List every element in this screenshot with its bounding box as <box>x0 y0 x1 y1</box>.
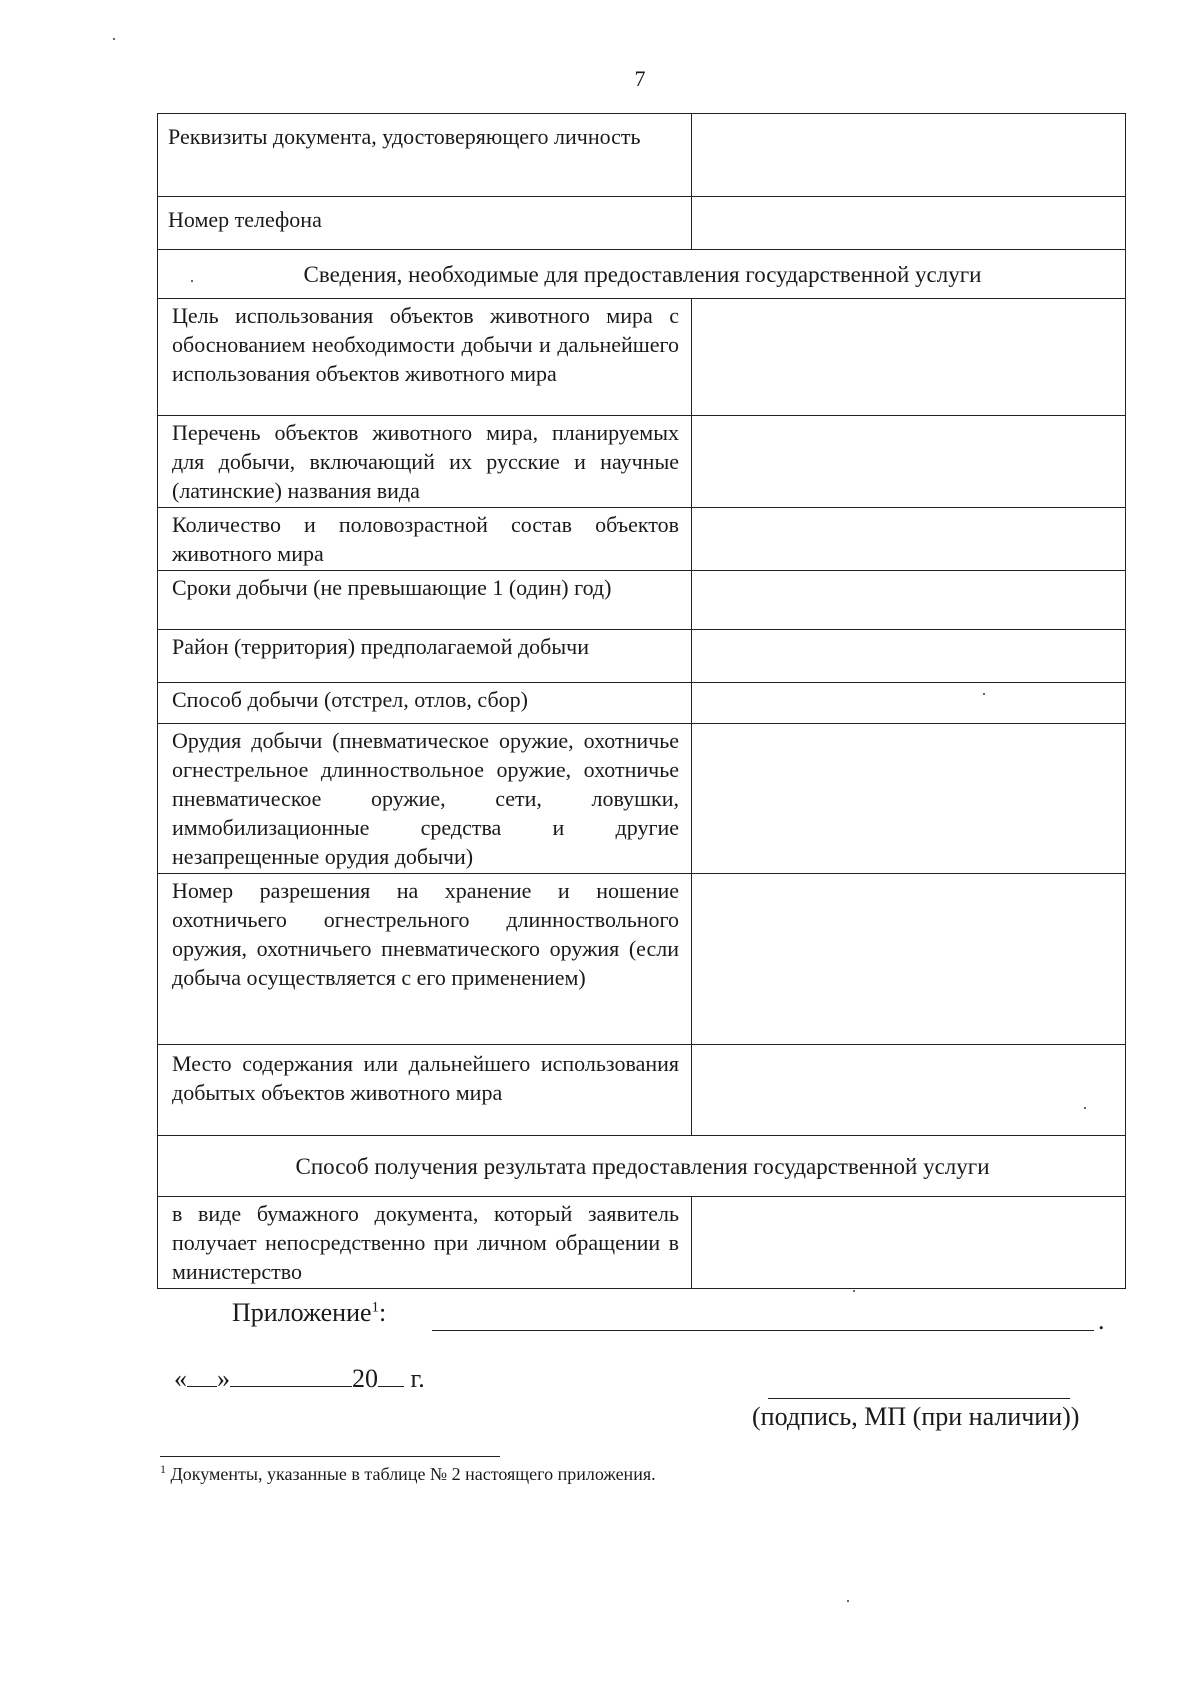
table-row <box>158 114 1126 197</box>
weapon-permit-label: Номер разрешения на хранение и ношение охотничьего огнестрельного длинноствольного оружия, охотничьего пневматического оружия (если добыча осуществляется с его применением) <box>158 874 692 1045</box>
footnote-mark: 1 <box>160 1462 166 1476</box>
scan-speck <box>1084 1107 1086 1109</box>
purpose-value[interactable] <box>692 299 1126 416</box>
keeping-place-value[interactable] <box>692 1045 1126 1136</box>
date-open-quote: « <box>174 1364 187 1393</box>
date-year-blank[interactable] <box>378 1364 404 1387</box>
id-document-label: Реквизиты документа, удостоверяющего личность <box>158 114 692 197</box>
attachment-footnote-mark: 1 <box>371 1299 380 1316</box>
paper-document-value[interactable] <box>692 1197 1126 1289</box>
section-required-info-heading: Сведения, необходимые для предоставления государственной услуги <box>158 250 1126 299</box>
weapon-permit-value[interactable] <box>692 874 1126 1045</box>
date-line <box>174 1364 425 1394</box>
phone-value[interactable] <box>692 197 1126 250</box>
table-row <box>158 874 1126 1045</box>
date-close-quote: » <box>217 1364 230 1393</box>
scan-speck <box>191 280 193 282</box>
attachment-colon: : <box>379 1298 387 1327</box>
page-number: 7 <box>634 66 646 91</box>
method-label: Способ добычи (отстрел, отлов, сбор) <box>158 683 692 724</box>
paper-document-label: в виде бумажного документа, который заявитель получает непосредственно при личном обращении в министерство <box>158 1197 692 1289</box>
purpose-label: Цель использования объектов животного мира с обоснованием необходимости добычи и дальнейшего использования объектов животного мира <box>158 299 692 416</box>
area-value[interactable] <box>692 630 1126 683</box>
table-row <box>158 724 1126 874</box>
quantity-label: Количество и половозрастной состав объектов животного мира <box>158 508 692 571</box>
species-list-label: Перечень объектов животного мира, планируемых для добычи, включающий их русские и научные (латинские) названия вида <box>158 416 692 508</box>
keeping-place-label: Место содержания или дальнейшего использования добытых объектов животного мира <box>158 1045 692 1136</box>
scan-speck <box>853 1290 855 1292</box>
tools-value[interactable] <box>692 724 1126 874</box>
area-label: Район (территория) предполагаемой добычи <box>158 630 692 683</box>
term-label: Сроки добычи (не превышающие 1 (один) год) <box>158 571 692 630</box>
footnote-text: Документы, указанные в таблице № 2 настоящего приложения. <box>170 1464 656 1484</box>
table-row <box>158 683 1126 724</box>
date-day-blank[interactable] <box>187 1364 217 1387</box>
phone-label: Номер телефона <box>158 197 692 250</box>
scan-speck <box>983 693 985 695</box>
table-row <box>158 299 1126 416</box>
table-row <box>158 1045 1126 1136</box>
quantity-value[interactable] <box>692 508 1126 571</box>
signature-line[interactable] <box>768 1398 1070 1399</box>
table-row <box>158 197 1126 250</box>
date-year-prefix: 20 <box>352 1364 378 1393</box>
method-value[interactable] <box>692 683 1126 724</box>
table-row <box>158 571 1126 630</box>
footnote-divider <box>160 1456 500 1457</box>
date-month-blank[interactable] <box>230 1364 352 1387</box>
section-result-heading: Способ получения результата предоставления государственной услуги <box>158 1136 1126 1197</box>
attachment-end-dot: . <box>1098 1306 1105 1335</box>
species-list-value[interactable] <box>692 416 1126 508</box>
scan-speck <box>847 1600 849 1602</box>
table-row <box>158 1197 1126 1289</box>
scan-speck <box>113 38 115 40</box>
footnote <box>160 1462 656 1485</box>
date-year-suffix: г. <box>410 1364 425 1393</box>
table-row <box>158 630 1126 683</box>
term-value[interactable] <box>692 571 1126 630</box>
id-document-value[interactable] <box>692 114 1126 197</box>
tools-label: Орудия добычи (пневматическое оружие, охотничье огнестрельное длинноствольное оружие, охотничье пневматическое оружие, сети, ловушки, иммобилизационные средства и другие незапрещенные орудия добычи) <box>158 724 692 874</box>
attachment-fill-line[interactable] <box>432 1330 1094 1331</box>
table-row <box>158 416 1126 508</box>
attachment-label <box>232 1298 386 1328</box>
application-form-table <box>157 113 1126 1289</box>
signature-caption: (подпись, МП (при наличии)) <box>752 1402 1080 1431</box>
table-row <box>158 508 1126 571</box>
attachment-text: Приложение <box>232 1298 372 1327</box>
table-row <box>158 1136 1126 1197</box>
table-row <box>158 250 1126 299</box>
